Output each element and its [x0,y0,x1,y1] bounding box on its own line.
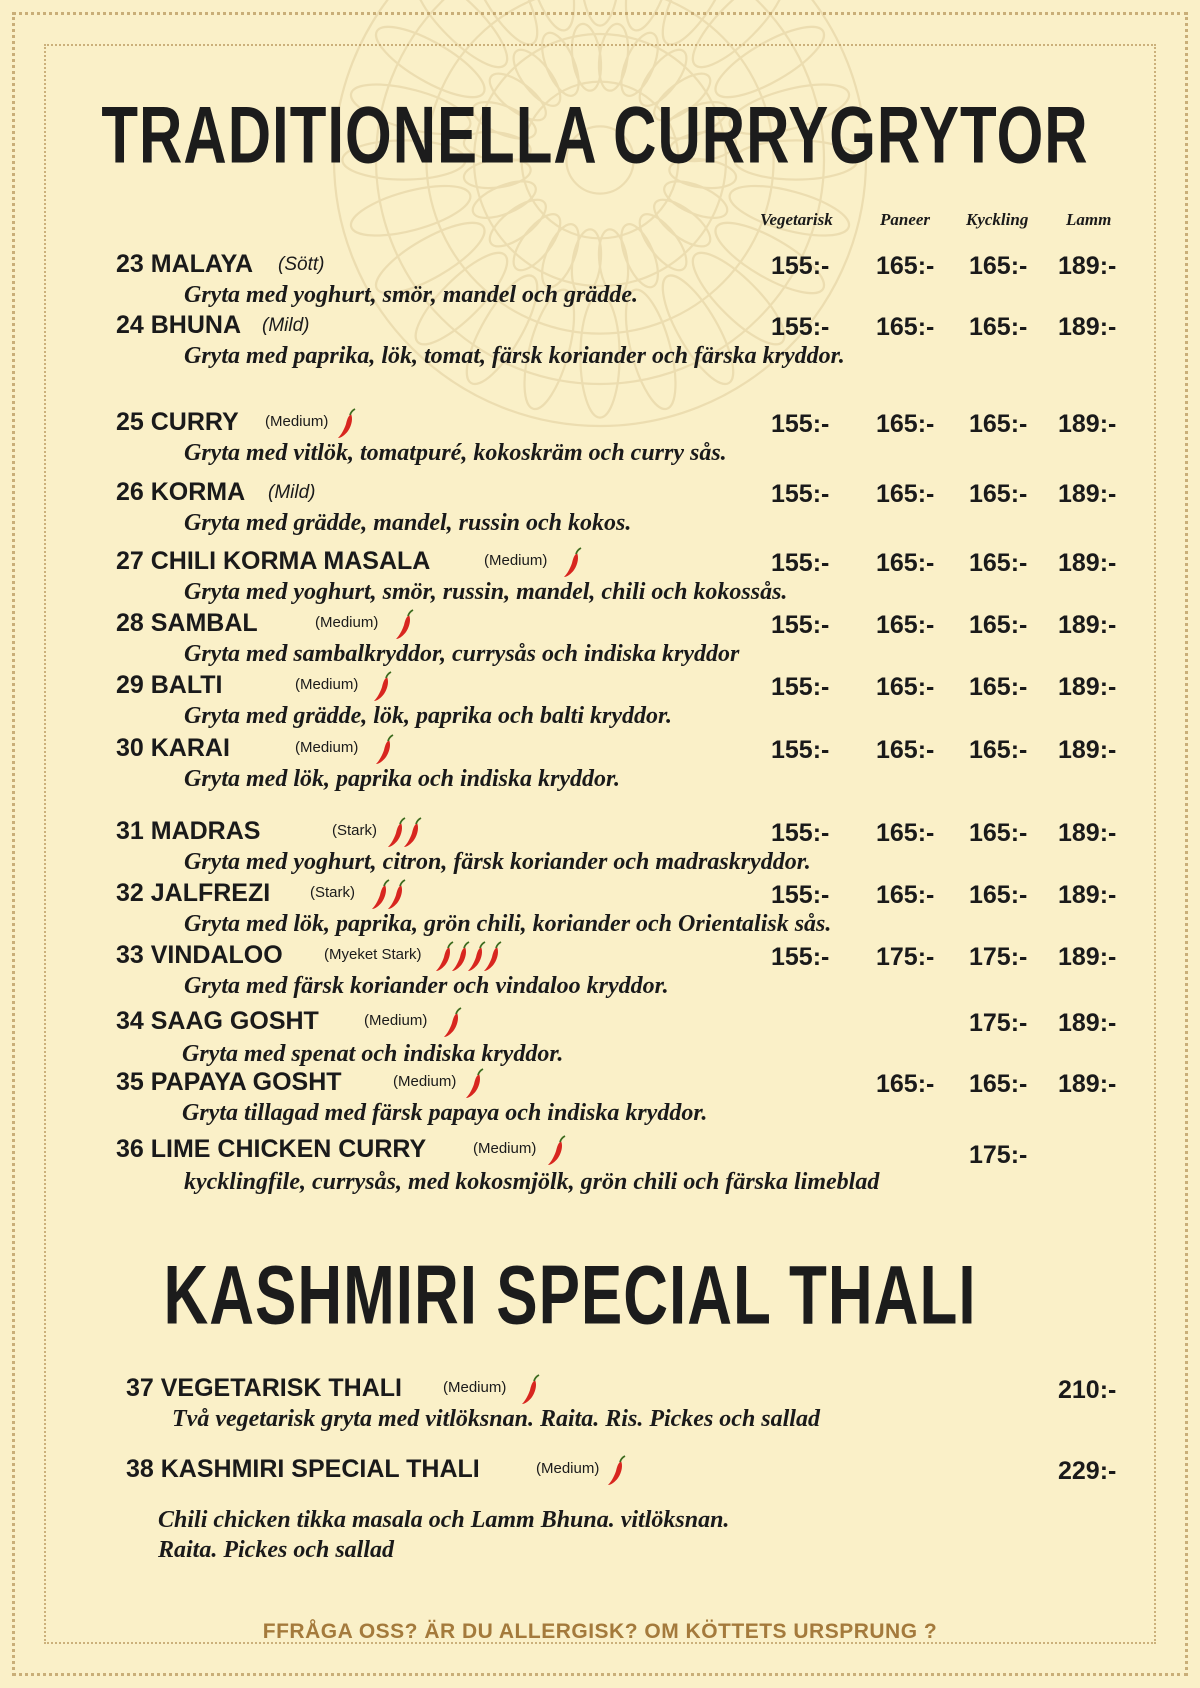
price-kyckling: 165:- [969,673,1028,701]
price-kyckling: 165:- [969,410,1028,438]
price-vegetarisk: 155:- [771,549,830,577]
price-vegetarisk: 155:- [771,410,830,438]
price-vegetarisk: 155:- [771,611,830,639]
price-paneer: 165:- [876,736,935,764]
heat-level: (Medium) [443,1379,507,1396]
chili-pepper-icon [606,1455,626,1487]
column-header-paneer: Paneer [880,210,931,229]
thali-section-title: KASHMIRI SPECIAL THALI [163,1249,977,1343]
price-kyckling: 165:- [969,1070,1028,1098]
chili-pepper-icon [386,879,406,911]
item-name: 36 LIME CHICKEN CURRY [116,1135,427,1163]
price-lamm: 189:- [1058,410,1117,438]
chili-rating [442,1007,458,1039]
price-vegetarisk: 155:- [771,736,830,764]
price-lamm: 189:- [1058,736,1117,764]
item-description: Gryta med paprika, lök, tomat, färsk koriander och färska kryddor. [184,343,845,369]
item-description: Gryta med grädde, mandel, russin och kokos. [184,510,632,536]
chili-rating [546,1135,562,1167]
heat-level: (Medium) [364,1012,428,1029]
item-description: Gryta med spenat och indiska kryddor. [182,1041,564,1067]
chili-rating [370,879,402,911]
price-kyckling: 165:- [969,252,1028,280]
chili-rating [374,734,390,766]
price-vegetarisk: 155:- [771,252,830,280]
chili-rating [434,941,498,973]
page-title: TRADITIONELLA CURRYGRYTOR [101,89,1089,180]
price-vegetarisk: 155:- [771,673,830,701]
item-name: 33 VINDALOO [116,941,283,969]
chili-rating [606,1455,622,1487]
item-name: 34 SAAG GOSHT [116,1007,319,1035]
price-lamm: 189:- [1058,611,1117,639]
heat-level: (Medium) [536,1460,600,1477]
price-lamm: 189:- [1058,1070,1117,1098]
heat-level: (Mild) [262,315,310,336]
heat-level: (Medium) [295,676,359,693]
heat-level: (Medium) [265,413,329,430]
price-lamm: 189:- [1058,881,1117,909]
chili-pepper-icon [402,817,422,849]
item-name: 37 VEGETARISK THALI [126,1374,402,1402]
chili-pepper-icon [562,547,582,579]
item-description: kycklingfile, currysås, med kokosmjölk, grön chili och färska limeblad [184,1169,880,1195]
price: 229:- [1058,1457,1117,1485]
price-kyckling: 175:- [969,1009,1028,1037]
price-vegetarisk: 155:- [771,943,830,971]
heat-level: (Medium) [295,739,359,756]
chili-rating [372,671,388,703]
price-kyckling: 165:- [969,611,1028,639]
heat-level: (Myeket Stark) [324,946,422,963]
chili-rating [394,609,410,641]
heat-level: (Stark) [310,884,355,901]
price-paneer: 165:- [876,611,935,639]
chili-pepper-icon [520,1374,540,1406]
price-kyckling: 165:- [969,736,1028,764]
price-kyckling: 165:- [969,480,1028,508]
item-description: Två vegetarisk gryta med vitlöksnan. Raita. Ris. Pickes och sallad [172,1406,820,1432]
price-paneer: 165:- [876,881,935,909]
item-description-line-2: Raita. Pickes och sallad [158,1537,394,1563]
heat-level: (Mild) [268,482,316,503]
item-description: Gryta med lök, paprika och indiska kryddor. [184,766,621,792]
chili-pepper-icon [464,1068,484,1100]
price-paneer: 165:- [876,1070,935,1098]
chili-pepper-icon [394,609,414,641]
price-paneer: 165:- [876,313,935,341]
price-paneer: 165:- [876,819,935,847]
item-name: 38 KASHMIRI SPECIAL THALI [126,1455,480,1483]
chili-rating [386,817,418,849]
price-kyckling: 175:- [969,1141,1028,1169]
price-kyckling: 165:- [969,549,1028,577]
price-lamm: 189:- [1058,819,1117,847]
item-name: 25 CURRY [116,408,239,436]
item-description: Gryta tillagad med färsk papaya och indiska kryddor. [182,1100,708,1126]
heat-level: (Medium) [473,1140,537,1157]
item-description: Gryta med yoghurt, smör, mandel och grädde. [184,282,639,308]
chili-pepper-icon [374,734,394,766]
heat-level: (Medium) [393,1073,457,1090]
price-paneer: 175:- [876,943,935,971]
item-name: 24 BHUNA [116,311,242,339]
item-description: Chili chicken tikka masala och Lamm Bhuna. vitlöksnan. [158,1507,730,1533]
column-header-vegetarisk: Vegetarisk [760,210,833,229]
chili-pepper-icon [482,941,502,973]
chili-pepper-icon [336,408,356,440]
price-kyckling: 175:- [969,943,1028,971]
item-name: 30 KARAI [116,734,230,762]
price-paneer: 165:- [876,252,935,280]
chili-rating [336,408,352,440]
chili-pepper-icon [442,1007,462,1039]
price-lamm: 189:- [1058,252,1117,280]
column-header-kyckling: Kyckling [966,210,1029,229]
heat-level: (Stark) [332,822,377,839]
item-description: Gryta med yoghurt, citron, färsk koriander och madraskryddor. [184,849,811,875]
chili-pepper-icon [372,671,392,703]
column-header-lamm: Lamm [1066,210,1112,229]
heat-level: (Medium) [484,552,548,569]
price-lamm: 189:- [1058,313,1117,341]
item-description: Gryta med vitlök, tomatpuré, kokoskräm och curry sås. [184,440,727,466]
chili-rating [464,1068,480,1100]
chili-rating [520,1374,536,1406]
item-description: Gryta med sambalkryddor, currysås och indiska kryddor [184,641,740,667]
item-description: Gryta med färsk koriander och vindaloo kryddor. [184,973,669,999]
price-paneer: 165:- [876,410,935,438]
price-lamm: 189:- [1058,549,1117,577]
item-name: 31 MADRAS [116,817,261,845]
price-kyckling: 165:- [969,313,1028,341]
price: 210:- [1058,1376,1117,1404]
chili-pepper-icon [546,1135,566,1167]
price-vegetarisk: 155:- [771,819,830,847]
item-name: 26 KORMA [116,478,246,506]
item-name: 29 BALTI [116,671,223,699]
price-vegetarisk: 155:- [771,480,830,508]
heat-level: (Medium) [315,614,379,631]
allergy-notice: FFRÅGA OSS? ÄR DU ALLERGISK? OM KÖTTETS URSPRUNG ? [262,1620,938,1643]
price-paneer: 165:- [876,549,935,577]
item-description: Gryta med yoghurt, smör, russin, mandel, chili och kokossås. [184,579,788,605]
price-vegetarisk: 155:- [771,881,830,909]
price-kyckling: 165:- [969,819,1028,847]
price-lamm: 189:- [1058,1009,1117,1037]
price-vegetarisk: 155:- [771,313,830,341]
item-name: 28 SAMBAL [116,609,258,637]
item-name: 32 JALFREZI [116,879,271,907]
chili-rating [562,547,578,579]
price-lamm: 189:- [1058,673,1117,701]
item-description: Gryta med lök, paprika, grön chili, koriander och Orientalisk sås. [184,911,832,937]
item-name: 35 PAPAYA GOSHT [116,1068,342,1096]
price-lamm: 189:- [1058,480,1117,508]
price-paneer: 165:- [876,480,935,508]
item-name: 27 CHILI KORMA MASALA [116,547,431,575]
item-name: 23 MALAYA [116,250,254,278]
heat-level: (Sött) [278,254,325,275]
price-paneer: 165:- [876,673,935,701]
price-lamm: 189:- [1058,943,1117,971]
price-kyckling: 165:- [969,881,1028,909]
item-description: Gryta med grädde, lök, paprika och balti kryddor. [184,703,672,729]
